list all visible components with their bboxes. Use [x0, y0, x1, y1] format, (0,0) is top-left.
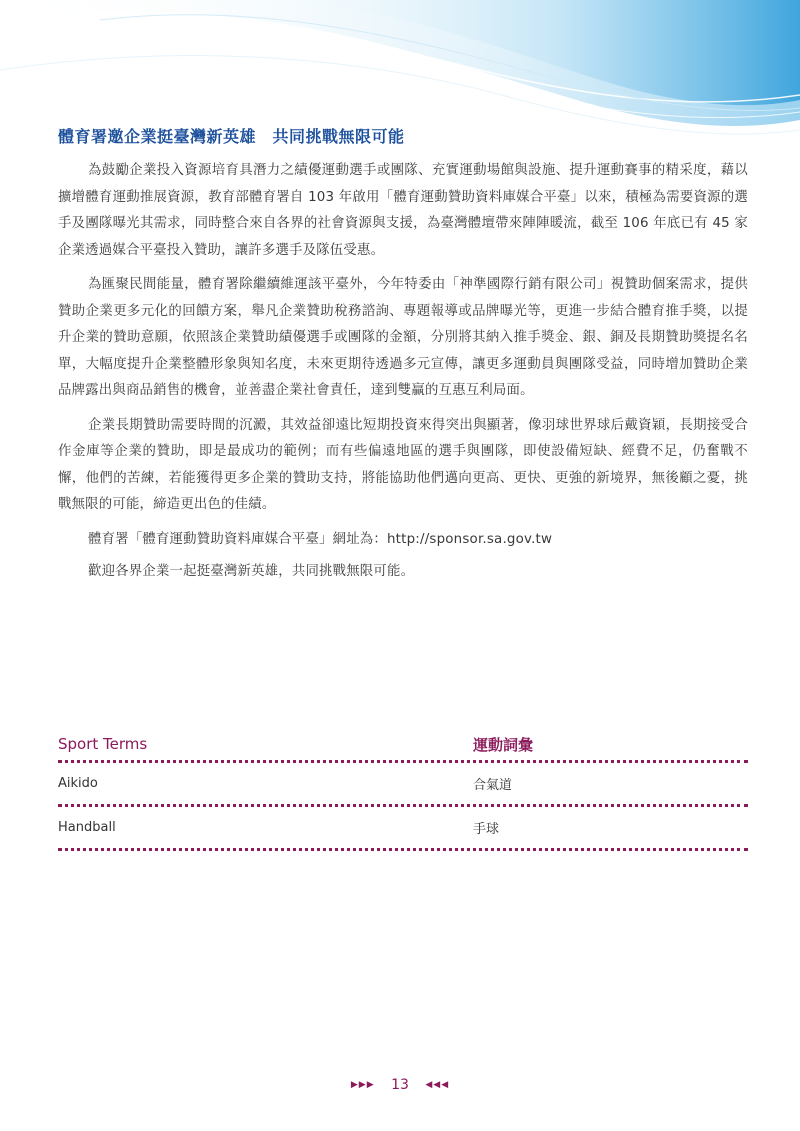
sport-term-row	[58, 763, 748, 807]
article-title: 體育署邀企業挺臺灣新英雄 共同挑戰無限可能	[58, 127, 405, 146]
sport-term-zh: 合氣道	[473, 778, 513, 793]
sport-term-row	[58, 807, 748, 851]
paragraph-platform-url: 體育署「體育運動贊助資料庫媒合平臺」網址為：http://sponsor.sa.gov.tw	[88, 531, 553, 547]
sport-term-en: Aikido	[58, 776, 98, 791]
article-body	[58, 158, 748, 592]
sport-term-zh: 手球	[473, 822, 500, 837]
right-arrows-icon: ▶▶▶	[350, 1080, 375, 1090]
paragraph-intro: 為鼓勵企業投入資源培育具潛力之績優運動選手或團隊、充實運動場館與設施、提升運動賽事的精采度，藉以擴增體育運動推展資源，教育部體育署自 103 年啟用「體育運動贊助資料庫媒合平臺」以來，積極為需要資源的選手及團隊曝光其需求，同時整合來自各界的社會資源與支援，為臺灣體壇帶來陣陣暖流，截至 106 年底已有 45 家企業透過媒合平臺投入贊助，讓許多選手及隊伍受惠。	[58, 163, 748, 258]
paragraph-sponsorship-program: 為匯聚民間能量，體育署除繼續維運該平臺外，今年特委由「神準國際行銷有限公司」視贊助個案需求，提供贊助企業更多元化的回饋方案，舉凡企業贊助稅務諮詢、專題報導或品牌曝光等，更進一步結合體育推手獎，以提升企業的贊助意願，依照該企業贊助績優選手或團隊的金額，分別將其納入推手獎金、銀、銅及長期贊助獎提名名單，大幅度提升企業整體形象與知名度，未來更期待透過多元宣傳，讓更多運動員與團隊受益，同時增加贊助企業品牌露出與商品銷售的機會，並善盡企業社會責任，達到雙贏的互惠互利局面。	[58, 277, 748, 398]
paragraph-long-term-sponsorship: 企業長期贊助需要時間的沉澱，其效益卻遠比短期投資來得突出與顯著，像羽球世界球后戴資穎，長期接受合作金庫等企業的贊助，即是最成功的範例；而有些偏遠地區的選手與團隊，即使設備短缺、經費不足，仍奮戰不懈，他們的苦練，若能獲得更多企業的贊助支持，將能協助他們邁向更高、更快、更強的新境界，無後顧之憂，挑戰無限的可能，締造更出色的佳績。	[58, 417, 748, 512]
sport-terms-header	[58, 728, 748, 763]
sport-terms-header-en: Sport Terms	[58, 735, 148, 753]
page-footer	[0, 1077, 800, 1093]
left-arrows-icon: ◀◀◀	[425, 1080, 450, 1090]
sport-terms-table	[58, 728, 748, 851]
paragraph-closing: 歡迎各界企業一起挺臺灣新英雄，共同挑戰無限可能。	[88, 564, 415, 579]
sport-terms-header-zh: 運動詞彙	[473, 735, 534, 754]
page-number: 13	[391, 1077, 409, 1093]
sport-term-en: Handball	[58, 820, 116, 835]
